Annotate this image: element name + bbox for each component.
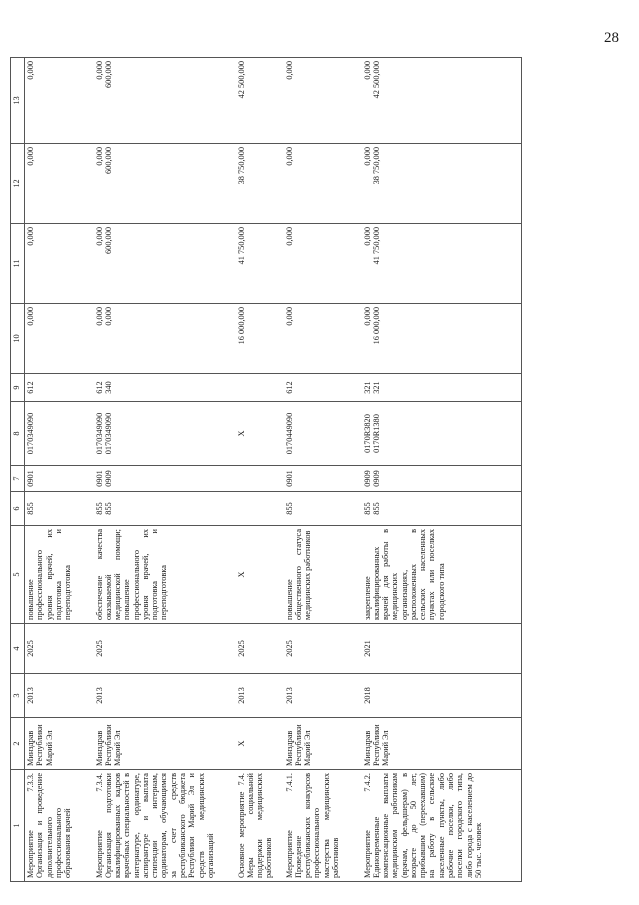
- cell-line: 41 750,000: [236, 227, 246, 265]
- col-header-5: 5: [11, 526, 25, 624]
- amount-col-11: [362, 224, 522, 304]
- cell-line: 600,000: [103, 147, 113, 174]
- cell-line: 0,000: [94, 227, 104, 246]
- target-article-code: [236, 402, 284, 466]
- cell-line: 0,000: [103, 307, 113, 326]
- table-row: [25, 58, 94, 882]
- cell-line: 612: [26, 381, 35, 394]
- cell-line: 600,000: [103, 227, 113, 254]
- grbs-code: [25, 492, 94, 526]
- amount-col-10: [25, 304, 94, 374]
- cell-line: 0909: [103, 470, 113, 487]
- cell-line: 600,000: [103, 61, 113, 88]
- cell-line: 0,000: [362, 227, 372, 246]
- expected-result: закрепление квалифицированных врачей для работы в медицинских организациях, расположенных в сельских населенных пунктах или поселках городского типа: [362, 526, 522, 624]
- responsible-executor: Минздрав Республики Марий Эл: [25, 718, 94, 770]
- cell-line: 321: [371, 381, 381, 394]
- expense-type-code: [25, 374, 94, 402]
- amount-col-11: [236, 224, 284, 304]
- cell-line: 0,000: [284, 61, 294, 80]
- cell-line: 0,000: [94, 147, 104, 166]
- col-header-13: 13: [11, 58, 25, 144]
- end-year: 2025: [94, 624, 236, 674]
- table-row: [284, 58, 362, 882]
- amount-col-12: [94, 144, 236, 224]
- cell-line: 0901: [94, 470, 104, 487]
- start-year: 2013: [284, 674, 362, 718]
- start-year: 2018: [362, 674, 522, 718]
- grbs-code: [236, 492, 284, 526]
- cell-line: 16 000,000: [236, 307, 246, 345]
- col-header-1: 1: [11, 770, 25, 882]
- amount-col-11: [25, 224, 94, 304]
- cell-line: 855: [26, 502, 35, 515]
- cell-line: 0,000: [26, 307, 35, 326]
- expected-result: X: [236, 526, 284, 624]
- col-header-10: 10: [11, 304, 25, 374]
- amount-col-11: [284, 224, 362, 304]
- end-year: 2025: [236, 624, 284, 674]
- cell-line: 38 750,000: [236, 147, 246, 185]
- section-code: [362, 466, 522, 492]
- grbs-code: [362, 492, 522, 526]
- amount-col-12: [236, 144, 284, 224]
- program-table: [10, 57, 522, 882]
- activity-name: Мероприятие 7.3.4. Организация подготовки квалифицированных кадров врачебных специальностей в интернатуре, ординатуре, аспирантуре и выплата стипендии интернам, ординаторам, обучающимся за счет средств республиканского бюджета Республики Марий Эл и средств медицинских организаций: [94, 770, 236, 882]
- col-header-3: 3: [11, 674, 25, 718]
- responsible-executor: Минздрав Республики Марий Эл: [94, 718, 236, 770]
- amount-col-10: [284, 304, 362, 374]
- table-row: [236, 58, 284, 882]
- activity-name: Основное мероприятие 7.4. Меры социальной поддержки медицинских работников: [236, 770, 284, 882]
- amount-col-10: [94, 304, 236, 374]
- cell-line: 0,000: [284, 307, 294, 326]
- cell-line: 0,000: [284, 147, 294, 166]
- amount-col-10: [362, 304, 522, 374]
- target-article-code: [362, 402, 522, 466]
- page-number: 28: [604, 30, 619, 46]
- expense-type-code: [94, 374, 236, 402]
- cell-line: 0170349090: [26, 412, 35, 455]
- responsible-executor: Минздрав Республики Марий Эл: [362, 718, 522, 770]
- amount-col-13: [236, 58, 284, 144]
- cell-line: 0170R1380: [371, 414, 381, 453]
- amount-col-12: [284, 144, 362, 224]
- col-header-9: 9: [11, 374, 25, 402]
- cell-line: 0170449090: [284, 412, 294, 455]
- cell-line: 0,000: [94, 307, 104, 326]
- cell-line: 0170R3820: [362, 414, 372, 453]
- expense-type-code: [362, 374, 522, 402]
- col-header-8: 8: [11, 402, 25, 466]
- cell-line: 855: [103, 502, 113, 515]
- cell-line: 41 750,000: [371, 227, 381, 265]
- amount-col-13: [94, 58, 236, 144]
- cell-line: 855: [371, 502, 381, 515]
- cell-line: 0,000: [362, 61, 372, 80]
- cell-line: 0901: [284, 470, 294, 487]
- section-code: [94, 466, 236, 492]
- expected-result: повышение профессионального уровня врачей, их подготовка и переподготовка: [25, 526, 94, 624]
- start-year: 2013: [94, 674, 236, 718]
- grbs-code: [94, 492, 236, 526]
- col-header-2: 2: [11, 718, 25, 770]
- end-year: 2025: [25, 624, 94, 674]
- cell-line: 0909: [362, 470, 372, 487]
- cell-line: 321: [362, 381, 372, 394]
- cell-line: 0,000: [26, 147, 35, 166]
- responsible-executor: X: [236, 718, 284, 770]
- amount-col-10: [236, 304, 284, 374]
- cell-line: 340: [103, 381, 113, 394]
- cell-line: 16 000,000: [371, 307, 381, 345]
- expense-type-code: [284, 374, 362, 402]
- end-year: 2021: [362, 624, 522, 674]
- activity-name: Мероприятие 7.4.1. Проведение республиканских конкурсов профессионального мастерства медицинских работников: [284, 770, 362, 882]
- start-year: 2013: [25, 674, 94, 718]
- activity-name: Мероприятие 7.4.2. Единовременные компенсационные выплаты медицинским работникам (врачам, фельдшерам) в возрасте до 50 лет, прибывшим (переехавшим) на работу в сельские населенные пункты, либо рабочие поселки, либо поселки городского типа, либо города с населением до 50 тыс. человек: [362, 770, 522, 882]
- cell-line: 0,000: [26, 227, 35, 246]
- target-article-code: [284, 402, 362, 466]
- cell-line: 0170349090: [94, 412, 104, 455]
- cell-line: 42 500,000: [236, 61, 246, 99]
- responsible-executor: Минздрав Республики Марий Эл: [284, 718, 362, 770]
- activity-name: Мероприятие 7.3.3. Организация и проведение дополнительного профессионального образования врачей: [25, 770, 94, 882]
- cell-line: X: [236, 430, 246, 437]
- end-year: 2025: [284, 624, 362, 674]
- cell-line: 612: [284, 381, 294, 394]
- expense-type-code: [236, 374, 284, 402]
- cell-line: 42 500,000: [371, 61, 381, 99]
- amount-col-13: [362, 58, 522, 144]
- col-header-7: 7: [11, 466, 25, 492]
- expected-result: обеспечение качества оказываемой медицинской помощи; повышение профессионального уровня врачей, их подготовка и переподготовка: [94, 526, 236, 624]
- cell-line: 0170349090: [103, 412, 113, 455]
- cell-line: 0,000: [362, 307, 372, 326]
- cell-line: 612: [94, 381, 104, 394]
- cell-line: 38 750,000: [371, 147, 381, 185]
- target-article-code: [94, 402, 236, 466]
- amount-col-11: [94, 224, 236, 304]
- start-year: 2013: [236, 674, 284, 718]
- rotated-table-container: [10, 58, 525, 882]
- cell-line: 855: [362, 502, 372, 515]
- section-code: [25, 466, 94, 492]
- col-header-6: 6: [11, 492, 25, 526]
- cell-line: 0,000: [284, 227, 294, 246]
- section-code: [236, 466, 284, 492]
- col-header-4: 4: [11, 624, 25, 674]
- amount-col-12: [362, 144, 522, 224]
- col-header-12: 12: [11, 144, 25, 224]
- amount-col-13: [25, 58, 94, 144]
- expected-result: повышение общественного статуса медицинских работников: [284, 526, 362, 624]
- amount-col-12: [25, 144, 94, 224]
- cell-line: 0901: [26, 470, 35, 487]
- cell-line: 0,000: [26, 61, 35, 80]
- cell-line: 855: [284, 502, 294, 515]
- table-row: [362, 58, 522, 882]
- table-row: [94, 58, 236, 882]
- target-article-code: [25, 402, 94, 466]
- grbs-code: [284, 492, 362, 526]
- amount-col-13: [284, 58, 362, 144]
- col-header-11: 11: [11, 224, 25, 304]
- section-code: [284, 466, 362, 492]
- cell-line: 855: [94, 502, 104, 515]
- cell-line: 0909: [371, 470, 381, 487]
- cell-line: 0,000: [362, 147, 372, 166]
- header-row: [11, 58, 25, 882]
- cell-line: 0,000: [94, 61, 104, 80]
